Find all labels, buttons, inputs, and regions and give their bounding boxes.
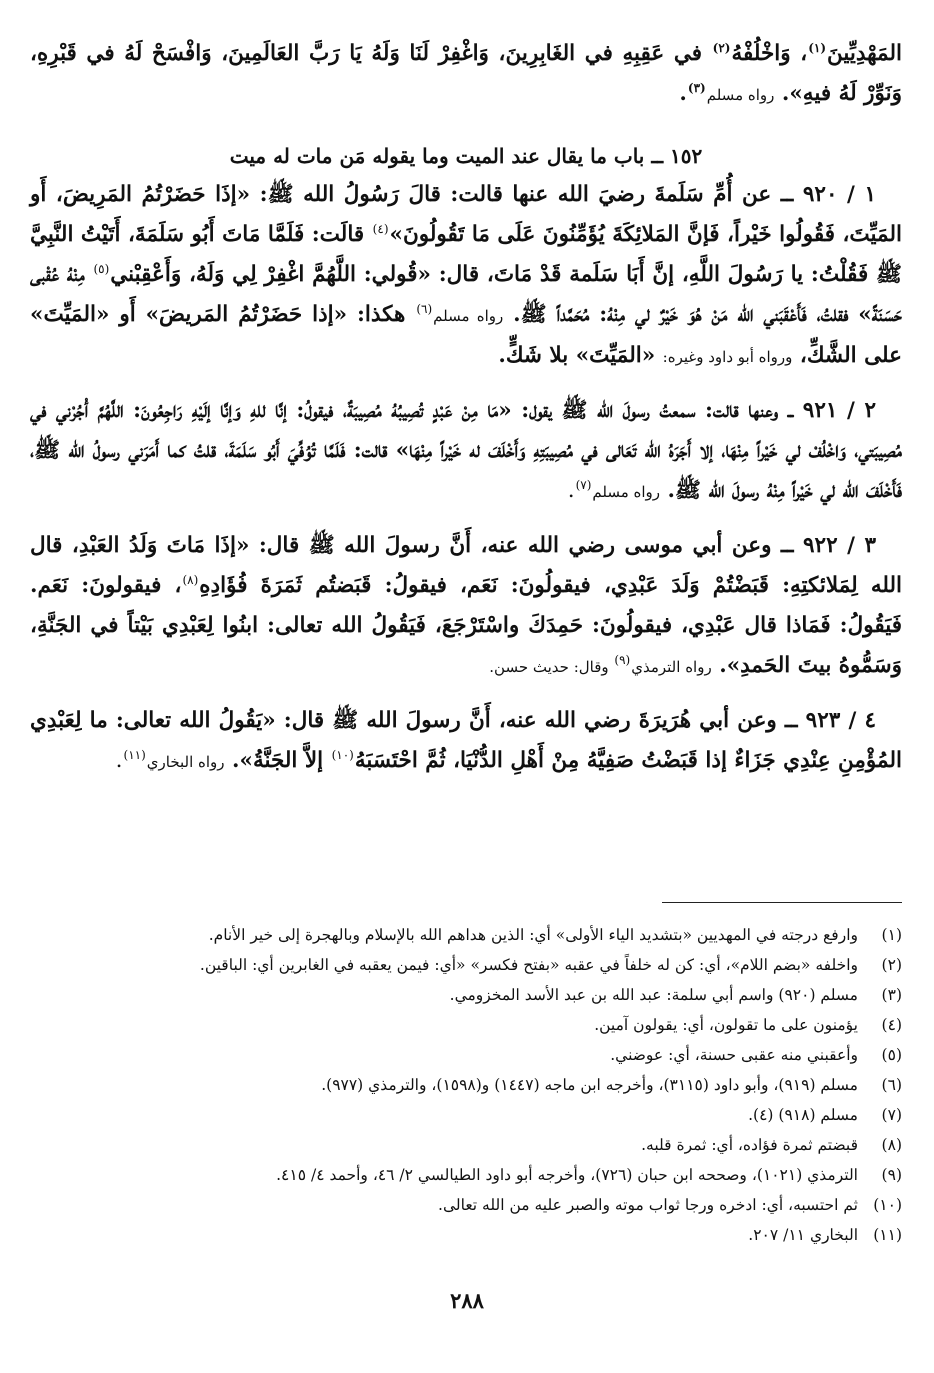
hadith-920 <box>30 175 902 377</box>
footnote-marker-9[interactable]: (٩) <box>614 652 631 667</box>
hadith-922-reference: رواه الترمذي <box>631 658 712 676</box>
hadith-921 <box>30 391 902 512</box>
footnote-text: وارفع درجته في المهديين «بتشديد الياء الأولى» أي: الذين هداهم الله بالإسلام وبالهجرة إلى خير الأنام. <box>208 926 858 944</box>
footnote-marker-10[interactable]: (١٠) <box>331 747 354 762</box>
hadith-920-text-a: عن أُمِّ سَلَمةَ رضيَ الله عنها قالت: قالَ رَسُولُ الله ﷺ: «إذَا حَضَرْتُمُ المَرِيضَ، أَو المَيِّتَ، فَقُولُوا خَيْراً، فَإنَّ المَلائِكَةَ يُؤَمِّنُونَ عَلَى مَا تَقُولُونَ» <box>30 182 902 247</box>
hadith-922-number: ٣ / ٩٢٢ ــ <box>780 533 876 558</box>
footnote-text: مسلم (٩٢٠) واسم أبي سلمة: عبد الله بن عبد الأسد المخزومي. <box>449 986 858 1004</box>
footnote-marker-11[interactable]: (١١) <box>123 747 146 762</box>
hadith-920-text-c: مِنْهُ عُقْبى حَسَنَةً» فقلتُ، فَأَعْقَبَني الله مَنْ هُوَ خَيْرٌ لي مِنْهُ: مُحَمَّداً ﷺ. <box>30 262 902 327</box>
footnote-number: (٨) <box>881 1136 902 1154</box>
footnote-marker-4[interactable]: (٤) <box>372 221 389 236</box>
hadith-923-text-a: وعن أبي هُرَيرَةَ رضي الله عنه، أَنَّ رسولَ الله ﷺ قال: «يَقُولُ الله تعالى: ما لِعَبْدِي المُؤْمِنِ عِنْدِي جَزَاءٌ إذا قَبَضْتُ صَفِيَّهُ مِنْ أَهْلِ الدُّنْيَا، ثُمَّ احْتَسَبَهُ <box>30 708 902 773</box>
hadith-920-text-d: هكذا: «إذا حَضَرْتُمُ المَريضَ» أَو «المَيِّتَ» على الشَّكِّ، <box>30 302 902 368</box>
hadith-922-text-b: ، فيقولونَ: نَعَم. فَيَقُولُ: فَمَاذا قال عَبْدِي، فيقولُونَ: حَمِدَكَ واسْتَرْجَعَ، فَيَقُولُ الله تعالى: ابنُوا لِعَبْدِي بَيْتاً في الجَنَّةِ، وَسَمُّوهُ بيتَ الحَمدِ». <box>30 573 902 678</box>
footnote-text: قبضتم ثمرة فؤاده، أي: ثمرة قلبه. <box>641 1136 858 1154</box>
continuation-text-a: المَهْدِيِّينَ <box>827 41 903 66</box>
footnote-text: الترمذي (١٠٢١)، وصححه ابن حبان (٧٢٦)، وأخرجه أبو داود الطيالسي ٢/ ٤٦، وأحمد ٤/ ٤١٥. <box>276 1166 858 1184</box>
footnote-item <box>30 1160 902 1190</box>
book-page <box>30 30 902 1350</box>
footnote-item <box>30 1220 902 1250</box>
footnote-marker-3[interactable]: (٣) <box>687 80 706 95</box>
footnote-text: وأعقبني منه عقبى حسنة، أي: عوضني. <box>610 1046 858 1064</box>
footnote-marker-1[interactable]: (١) <box>808 40 827 55</box>
hadith-922-text-a: وعن أبي موسى رضي الله عنه، أَنَّ رسولَ الله ﷺ قال: «إذَا مَاتَ وَلَدُ العَبْدِ، قال الله لِمَلائكتِهِ: قَبَضْتُمْ وَلَدَ عَبْدِي، فيقولُونَ: نَعَم، فيقولُ: قَبَضتُم ثَمَرَةَ فُؤَادِهِ <box>30 533 902 598</box>
hadith-921-end: . <box>567 478 575 503</box>
footnote-divider <box>662 902 902 903</box>
footnote-marker-6[interactable]: (٦) <box>416 301 433 316</box>
hadith-923-reference: رواه البخاري <box>146 753 225 771</box>
footnote-item <box>30 1040 902 1070</box>
footnote-marker-5[interactable]: (٥) <box>93 261 110 276</box>
hadith-920-number: ١ / ٩٢٠ ــ <box>780 182 876 207</box>
footnote-number: (٩) <box>881 1166 902 1184</box>
footnote-number: (٥) <box>881 1046 902 1064</box>
continuation-text-b: ، وَاخْلُفْهُ <box>731 41 808 66</box>
footnote-number: (١٠) <box>873 1196 902 1214</box>
continuation-end: . <box>679 81 687 106</box>
hadith-923 <box>30 701 902 782</box>
footnote-item <box>30 1130 902 1160</box>
hadith-920-reference: رواه مسلم <box>433 307 504 325</box>
hadith-920-reference-2: ورواه أبو داود وغيره: <box>662 348 793 366</box>
footnote-text: واخلفه «بضم اللام»، أي: كن له خلفاً في عقبه «بفتح فكسر» «أي: فيمن يعقبه في الغابرين أي: الباقين. <box>199 956 858 974</box>
footnote-item <box>30 920 902 950</box>
footnote-text: البخاري ١١/ ٢٠٧. <box>748 1226 858 1244</box>
footnote-item <box>30 980 902 1010</box>
hadith-923-text-b: إلاَّ الجَنَّةُ». <box>224 748 331 773</box>
footnote-text: يؤمنون على ما تقولون، أي: يقولون آمين. <box>594 1016 858 1034</box>
footnote-text: ثم احتسبه، أي: ادخره ورجا ثواب موته والصبر عليه من الله تعالى. <box>438 1196 858 1214</box>
hadith-923-end: . <box>115 748 123 773</box>
hadith-923-number: ٤ / ٩٢٣ ــ <box>784 708 876 733</box>
footnote-item <box>30 1010 902 1040</box>
hadith-921-number: ٢ / ٩٢١ ــ <box>787 398 876 423</box>
footnote-item <box>30 1190 902 1220</box>
hadith-922 <box>30 526 902 687</box>
footnote-number: (٦) <box>881 1076 902 1094</box>
hadith-920-text-e: «المَيِّتَ» بلا شَكٍّ. <box>498 343 663 368</box>
hadith-921-text-a: وعنها قالت: سمعتُ رسولَ الله ﷺ يقول: «مَا مِنْ عَبْدٍ تُصِيبُهُ مُصِيبَةٌ، فيقولُ: إنَّا للهِ وَإنَّا إلَيْهِ رَاجِعُونَ: اللَّهُمَّ أْجُرْني في مُصِيبَتي، وَاخْلُفْ لي خَيْراً مِنْهَا، إلا أَجَرَهُ الله تَعَالى في مُصِيبَتِهِ وَأَخْلَفَ له خَيْراً مِنْهَا» قالت: فَلَمَّا تُوُفِّيَ أَبُو سَلَمَةَ، قلتُ كما أَمَرَني رسولُ الله ﷺ، فَأَخْلَفَ الله لي خَيْراً مِنْهُ رسولَ الله ﷺ. <box>30 398 902 503</box>
page-number: ٢٨٨ <box>450 1288 484 1313</box>
footnote-number: (١) <box>881 926 902 944</box>
footnote-item <box>30 1100 902 1130</box>
hadith-922-reference-2: وقال: حديث حسن. <box>489 658 614 676</box>
footnote-marker-7[interactable]: (٧) <box>575 477 592 492</box>
continuation-paragraph <box>30 34 902 115</box>
footnote-marker-8[interactable]: (٨) <box>182 572 199 587</box>
footnote-number: (٢) <box>881 956 902 974</box>
footnote-text: مسلم (٩١٩)، وأبو داود (٣١١٥)، وأخرجه ابن ماجه (١٤٤٧) و(١٥٩٨)، والترمذي (٩٧٧). <box>321 1076 858 1094</box>
footnote-item <box>30 1070 902 1100</box>
footnote-marker-2[interactable]: (٢) <box>712 40 731 55</box>
footnote-number: (٤) <box>881 1016 902 1034</box>
footnote-number: (٧) <box>881 1106 902 1124</box>
hadith-921-reference: رواه مسلم <box>592 483 661 501</box>
footnote-number: (١١) <box>873 1226 902 1244</box>
hadith-920-text-b: قالَت: فَلَمَّا مَاتَ أَبُو سَلَمَةَ، أَتَيْتُ النَّبِيَّ ﷺ فَقُلْتُ: يا رَسُولَ اللَّهِ، إنَّ أَبَا سَلَمة قَدْ مَاتَ، قال: «قُولي: اللَّهُمَّ اغْفِرْ لِي وَلَهُ، وَأَعْقِبْني <box>30 222 902 287</box>
footnote-text: مسلم (٩١٨) (٤). <box>748 1106 858 1124</box>
footnotes-list <box>30 920 902 1250</box>
continuation-reference: رواه مسلم <box>706 86 775 104</box>
footnote-number: (٣) <box>881 986 902 1004</box>
footnote-item <box>30 950 902 980</box>
chapter-title: ١٥٢ ــ باب ما يقال عند الميت وما يقوله مَن مات له ميت <box>229 144 703 168</box>
continuation-text-c: في عَقِبِهِ في الغَابِرِينَ، وَاغْفِرْ لَنَا وَلَهُ يَا رَبَّ العَالَمِينَ، وَافْسَحْ لَهُ في قَبْرِهِ، وَنَوِّرْ لَهُ فيهِ». <box>30 41 902 106</box>
